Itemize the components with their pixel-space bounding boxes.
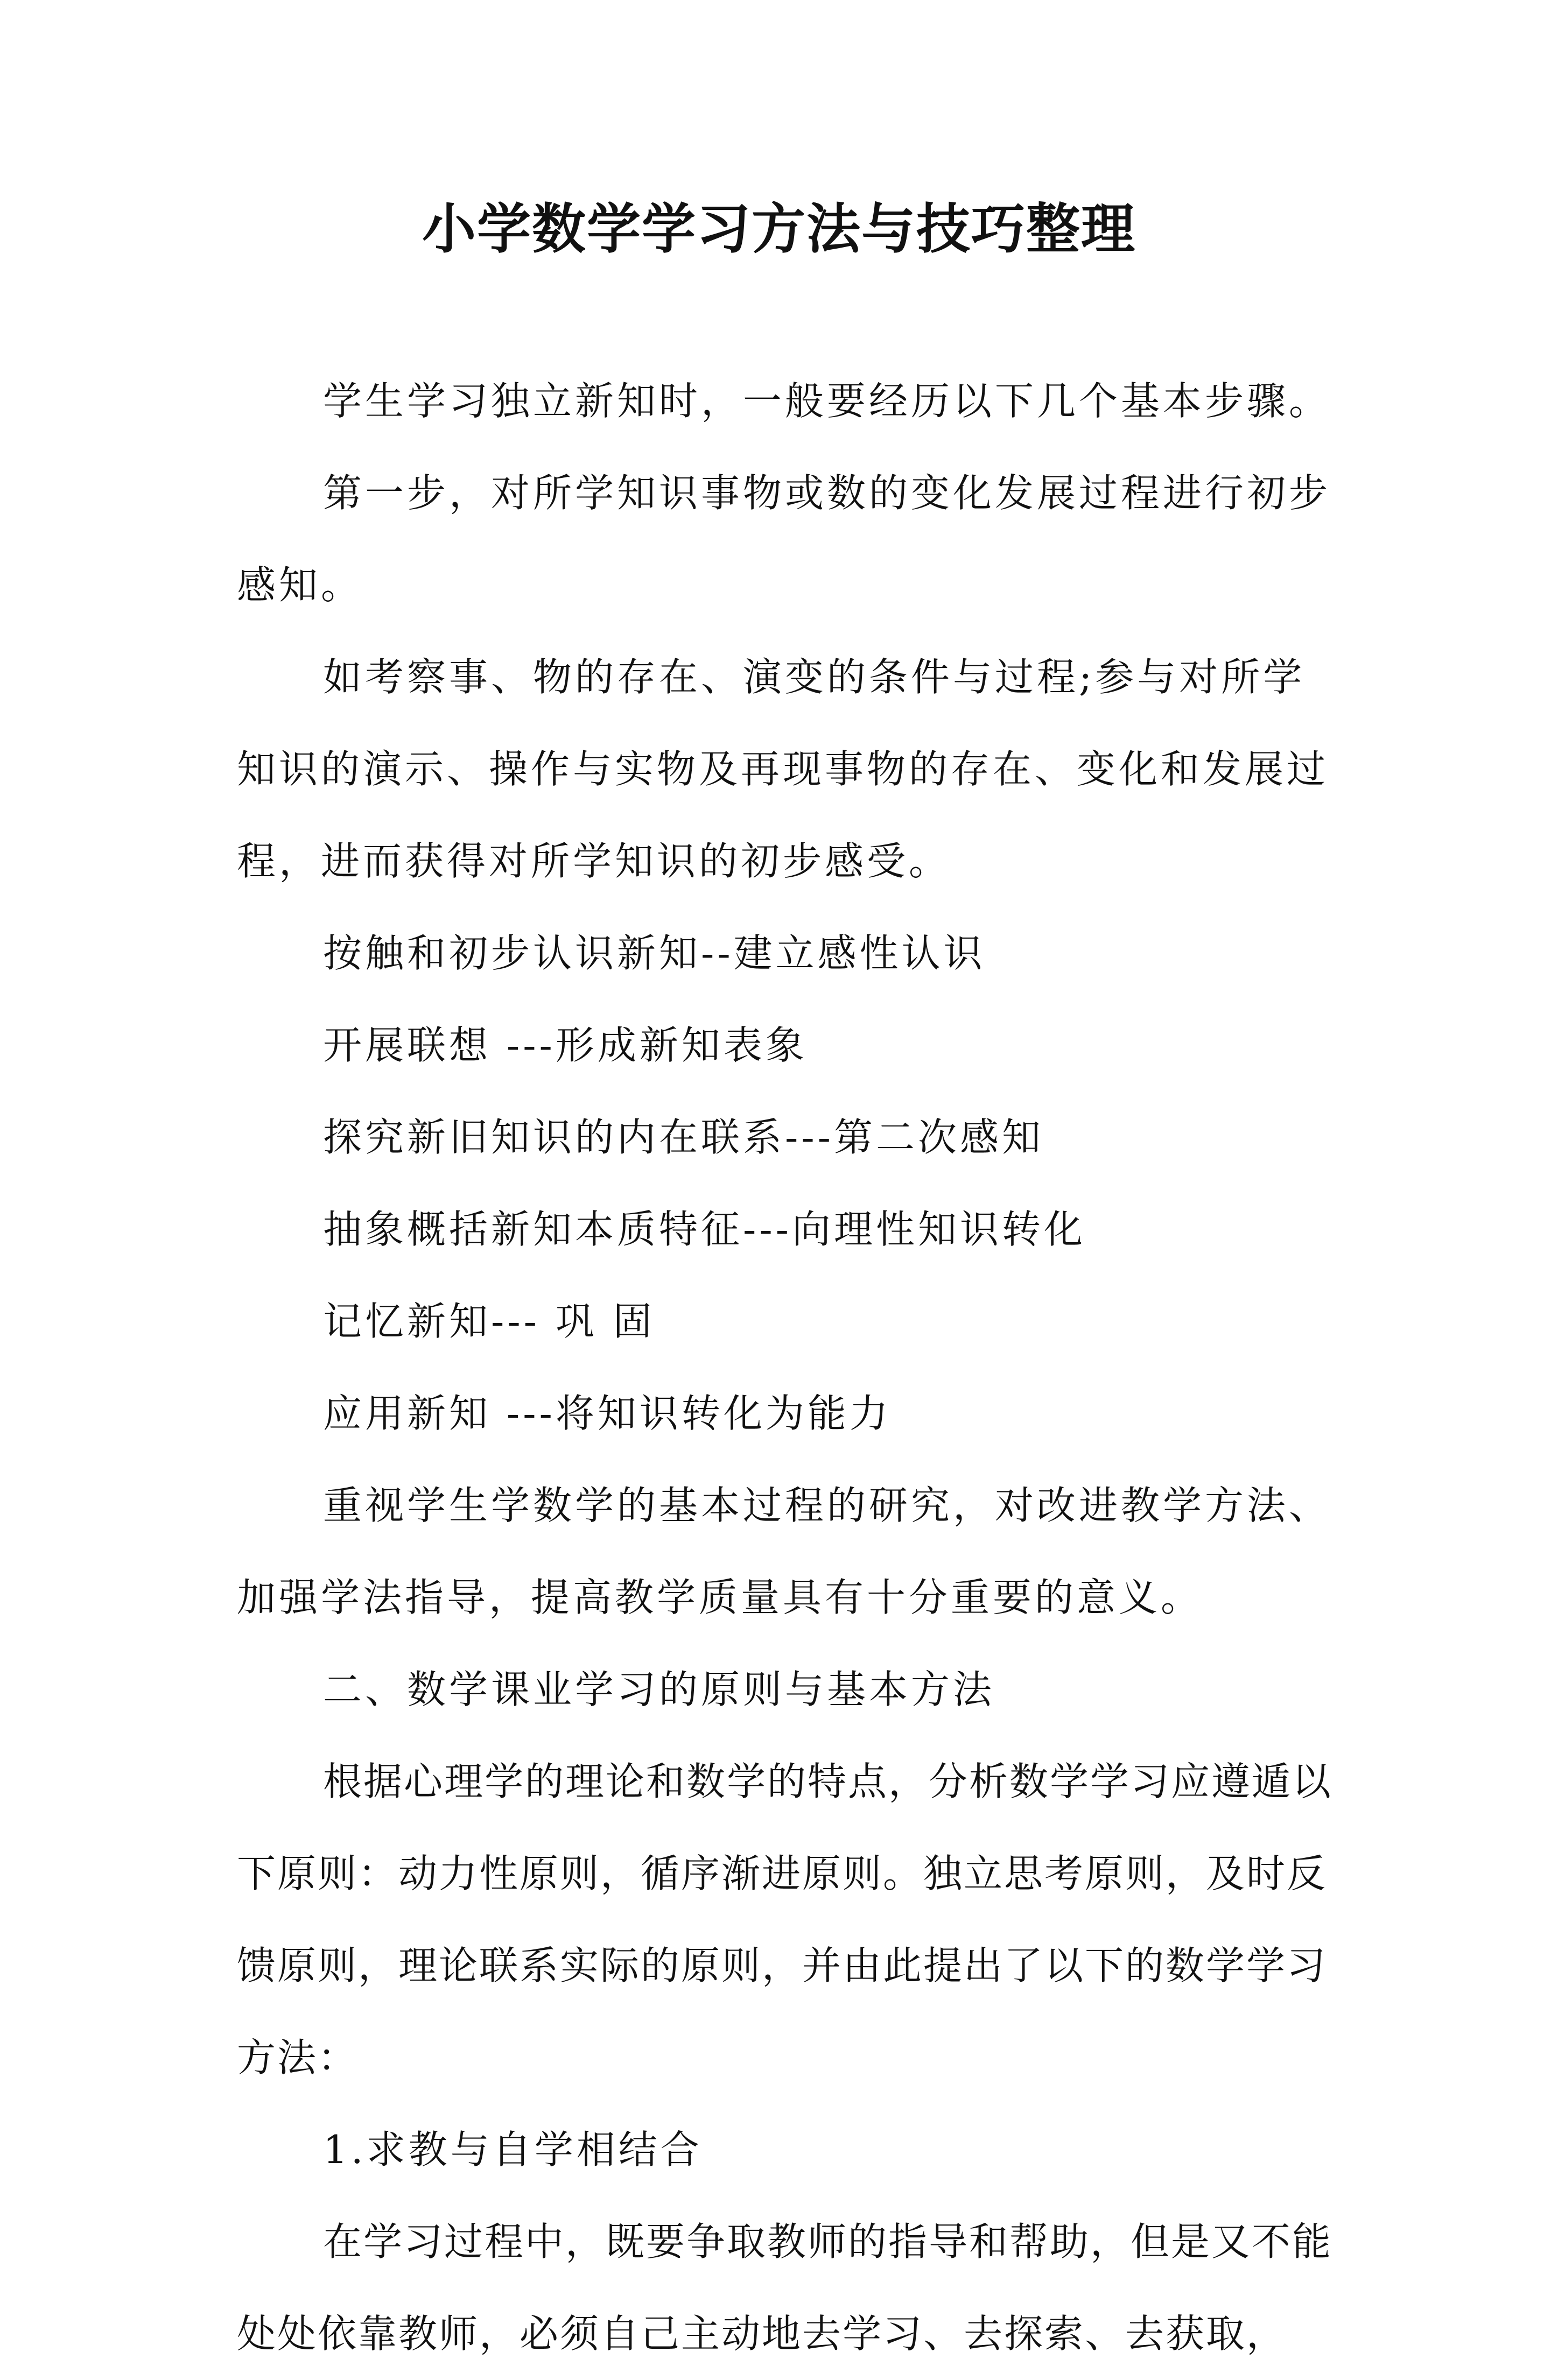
paragraph-step-one: 第一步，对所学知识事物或数的变化发展过程进行初步感知。 [237,470,1331,608]
paragraph-process-6: 应用新知 ---将知识转化为能力 [323,1391,892,1436]
document-body [237,355,1335,2380]
paragraph-significance: 重视学生学数学的基本过程的研究，对改进教学方法、加强学法指导，提高教学质量具有十分重要的意义。 [237,1483,1331,1620]
document-title: 小学数学学习方法与技巧整理 [422,197,1136,260]
paragraph-process-2: 开展联想 ---形成新知表象 [323,1023,808,1068]
paragraph-process-3: 探究新旧知识的内在联系---第二次感知 [323,1115,1044,1160]
section-heading-two: 二、数学课业学习的原则与基本方法 [323,1667,995,1712]
subheading-method-one: 1.求教与自学相结合 [323,2127,703,2172]
paragraph-process-1: 按触和初步认识新知--建立感性认识 [323,931,986,976]
paragraph-intro: 学生学习独立新知时，一般要经历以下几个基本步骤。 [323,378,1331,424]
paragraph-process-4: 抽象概括新知本质特征---向理性知识转化 [323,1207,1086,1252]
paragraph-process-5: 记忆新知--- 巩 固 [323,1299,655,1344]
paragraph-method-one: 在学习过程中，既要争取教师的指导和帮助，但是又不能处处依靠教师，必须自己主动地去学习、去探索、去获取， [237,2219,1333,2356]
paragraph-example: 如考察事、物的存在、演变的条件与过程;参与对所学知识的演示、操作与实物及再现事物的存在、变化和发展过程，进而获得对所学知识的初步感受。 [237,654,1329,884]
paragraph-principles: 根据心理学的理论和数学的特点，分析数学学习应遵遁以下原则：动力性原则，循序渐进原则。独立思考原则，及时反馈原则，理论联系实际的原则，并由此提出了以下的数学学习方法： [237,1759,1333,2080]
